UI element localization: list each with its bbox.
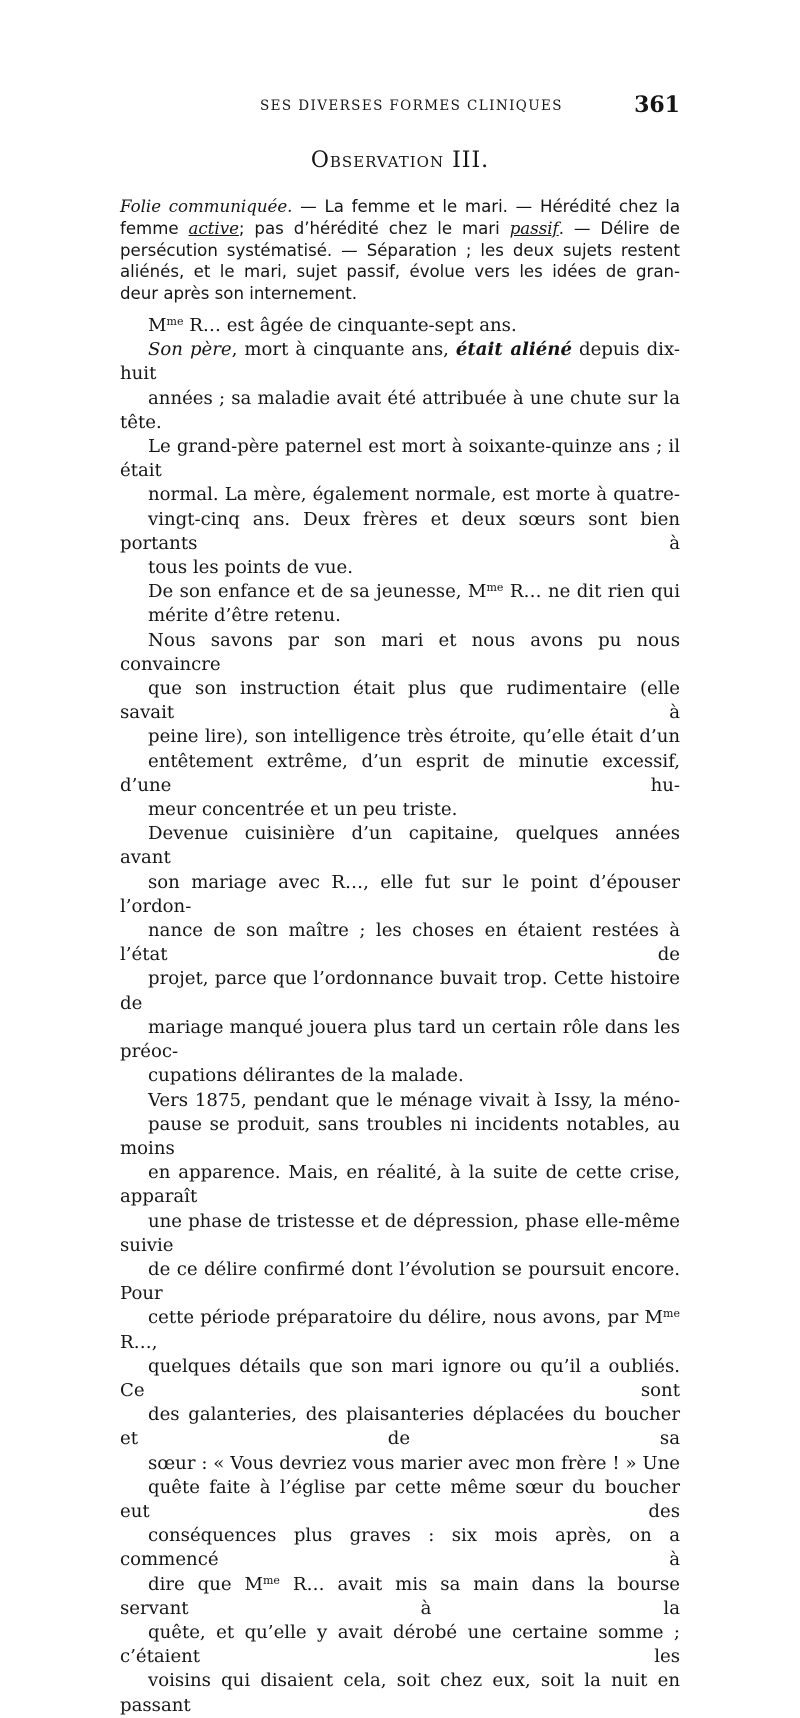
summary-text: — La femme et le mari. — Hérédité chez la — [292, 197, 680, 216]
text-line: mariage manqué jouera plus tard un certain rôle dans les préoc- — [120, 1016, 680, 1063]
text-line: entêtement extrême, d’un esprit de minutie excessif, d’une hu- — [120, 750, 680, 796]
paragraph — [120, 1089, 680, 1718]
text-line: Le grand-père paternel est mort à soixante-quinze ans ; il était — [120, 436, 680, 482]
summary-line: aliénés, et le mari, sujet passif, évolue vers les idées de gran- — [120, 262, 680, 282]
paragraph — [120, 822, 680, 1088]
text-line: des galanteries, des plaisanteries déplacées du boucher et de sa — [120, 1404, 680, 1450]
text-run: R… ne dit rien qui — [503, 581, 680, 603]
text-run: depuis dix-huit — [120, 339, 680, 385]
running-title: SES DIVERSES FORMES CLINIQUES — [260, 98, 563, 114]
text-line: quête, et qu’elle y avait dérobé une certaine somme ; c’étaient les — [120, 1621, 680, 1668]
text-line: nance de son maître ; les choses en étaient restées à l’état de — [120, 920, 680, 966]
text-line: projet, parce que l’ordonnance buvait trop. Cette histoire de — [120, 968, 680, 1014]
text-line: années ; sa maladie avait été attribuée à une chute sur la tête. — [120, 387, 680, 433]
superscript: me — [486, 581, 504, 595]
text-line: son mariage avec R…, elle fut sur le point d’épouser l’ordon- — [120, 871, 680, 917]
text-line: Devenue cuisinière d’un capitaine, quelques années avant — [120, 823, 680, 869]
text-line: que son instruction était plus que rudimentaire (elle savait à — [120, 678, 680, 724]
summary-line: persécution systématisé. — Séparation ; les deux sujets restent — [120, 240, 680, 260]
text-line — [120, 580, 680, 604]
summary-line — [120, 218, 680, 240]
text-run: dire que M — [148, 1573, 263, 1595]
text-run: cette période préparatoire du délire, nous avons, par M — [148, 1307, 664, 1329]
superscript: me — [166, 315, 184, 328]
text-line: meur concentrée et un peu triste. — [148, 799, 458, 821]
emphasis: était aliéné — [455, 339, 572, 361]
text-line: en apparence. Mais, en réalité, à la suite de cette crise, apparaît — [120, 1162, 680, 1208]
text-line: vingt-cinq ans. Deux frères et deux sœurs sont bien portants à — [120, 508, 680, 554]
text-line — [120, 1573, 680, 1621]
summary-text: . — Délire de — [558, 218, 680, 238]
observation-body — [120, 314, 680, 1718]
text-line: de ce délire confirmé dont l’évolution se poursuit encore. Pour — [120, 1258, 680, 1305]
superscript: me — [663, 1307, 680, 1321]
text-line: normal. La mère, également normale, est morte à quatre- — [148, 484, 680, 506]
text-line: peine lire), son intelligence très étroite, qu’elle était d’un — [148, 726, 680, 748]
observation-title: Observation III. — [310, 148, 490, 173]
superscript: me — [262, 1573, 280, 1587]
text-line — [120, 338, 680, 386]
summary-line — [120, 196, 680, 218]
page-number: 361 — [634, 92, 680, 118]
text-line — [120, 314, 680, 338]
text-run: R… avait mis sa main dans la bourse servant à la — [120, 1573, 680, 1619]
text-run: De son enfance et de sa jeunesse, M — [148, 581, 487, 603]
observation-summary — [120, 196, 680, 305]
page-header — [120, 92, 680, 124]
paragraph — [120, 580, 680, 628]
text-line — [120, 1306, 680, 1354]
emphasis: Son père — [148, 339, 232, 361]
text-line: sœur : « Vous devriez vous marier avec mon frère ! » Une — [148, 1452, 680, 1474]
text-line: pause se produit, sans troubles ni incidents notables, au moins — [120, 1113, 680, 1159]
summary-topic: Folie communiquée. — [120, 197, 293, 216]
text-line: une phase de tristesse et de dépression, phase elle-même suivie — [120, 1210, 680, 1256]
text-line: quête faite à l’église par cette même sœur du boucher eut des — [120, 1476, 680, 1522]
paragraph — [120, 314, 680, 338]
text-line: voisins qui disaient cela, soit chez eux, soit la nuit en passant — [120, 1670, 680, 1716]
paragraph — [120, 338, 680, 580]
text-run: R… est âgée de cinquante-sept ans. — [183, 315, 517, 336]
summary-text: ; pas d’hérédité chez le mari — [238, 218, 510, 238]
summary-emphasis: active — [188, 218, 239, 238]
text-line: tous les points de vue. — [148, 557, 353, 579]
text-line: Nous savons par son mari et nous avons pu nous convaincre — [120, 629, 680, 675]
paragraph — [120, 629, 680, 823]
text-line: mérite d’être retenu. — [148, 605, 341, 627]
text-line: conséquences plus graves : six mois après, on a commencé à — [120, 1525, 680, 1571]
summary-text: femme — [120, 218, 189, 238]
text-run: R…, — [120, 1331, 158, 1353]
text-line: Vers 1875, pendant que le ménage vivait à Issy, la méno- — [148, 1089, 680, 1111]
text-run: , mort à cinquante ans, — [231, 339, 456, 361]
text-line: quelques détails que son mari ignore ou qu’il a oubliés. Ce sont — [120, 1355, 680, 1401]
summary-emphasis: passif — [509, 218, 559, 238]
summary-line: deur après son internement. — [120, 284, 358, 304]
text-run: M — [148, 315, 167, 336]
text-line: cupations délirantes de la malade. — [148, 1065, 464, 1087]
